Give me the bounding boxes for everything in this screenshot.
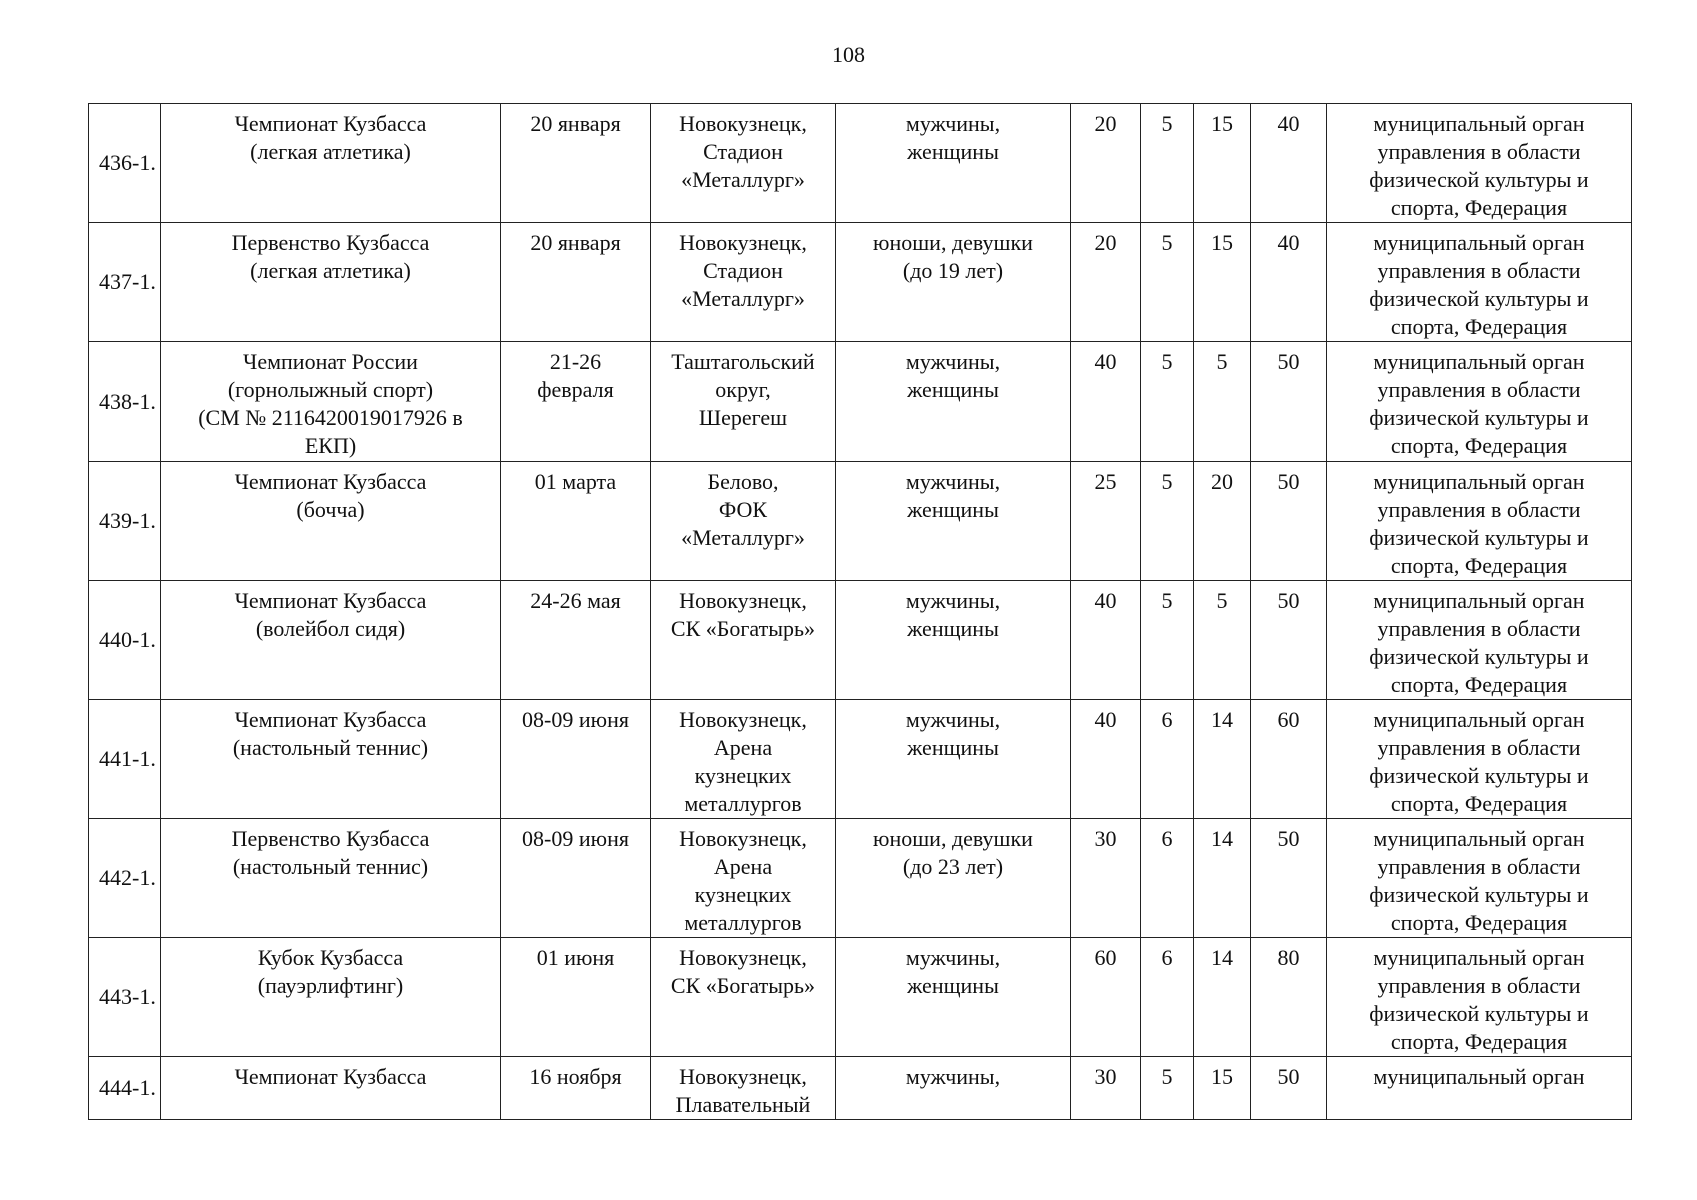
event-place bbox=[651, 819, 836, 938]
event-organizer-line: физической культуры и bbox=[1369, 286, 1589, 311]
table-row bbox=[89, 1057, 1632, 1120]
event-organizer-line: управления в области bbox=[1377, 377, 1581, 402]
event-name-line: Чемпионат Кузбасса bbox=[234, 111, 427, 136]
count-col-1: 30 bbox=[1071, 819, 1141, 938]
event-participants-line: женщины bbox=[907, 377, 999, 402]
event-name-line: (СМ № 2116420019017926 в bbox=[198, 405, 463, 430]
event-participants-line: юноши, девушки bbox=[873, 826, 1033, 851]
event-date-line: 21-26 bbox=[549, 349, 602, 374]
count-col-1: 20 bbox=[1071, 223, 1141, 342]
event-date-line: 20 января bbox=[530, 111, 621, 136]
event-organizer bbox=[1327, 938, 1632, 1057]
count-col-4: 50 bbox=[1251, 819, 1327, 938]
event-organizer-line: физической культуры и bbox=[1369, 525, 1589, 550]
event-place-line: «Металлург» bbox=[681, 286, 805, 311]
event-place-line: «Металлург» bbox=[681, 525, 805, 550]
event-organizer-line: управления в области bbox=[1377, 973, 1581, 998]
table-row bbox=[89, 223, 1632, 342]
event-name-line: (пауэрлифтинг) bbox=[257, 973, 404, 998]
count-col-2: 5 bbox=[1141, 462, 1194, 581]
event-name bbox=[161, 700, 501, 819]
row-number: 440-1. bbox=[89, 581, 161, 700]
event-organizer-line: физической культуры и bbox=[1369, 644, 1589, 669]
event-name-line: (настольный теннис) bbox=[232, 735, 429, 760]
event-place bbox=[651, 938, 836, 1057]
event-place-line: Плавательный bbox=[675, 1092, 811, 1117]
event-organizer-line: муниципальный орган bbox=[1373, 826, 1585, 851]
event-place bbox=[651, 462, 836, 581]
event-participants bbox=[836, 462, 1071, 581]
event-date bbox=[501, 819, 651, 938]
event-place-line: кузнецких bbox=[694, 882, 792, 907]
event-participants-line: женщины bbox=[907, 735, 999, 760]
event-organizer-line: управления в области bbox=[1377, 735, 1581, 760]
count-col-3: 14 bbox=[1194, 819, 1251, 938]
event-participants bbox=[836, 938, 1071, 1057]
event-place-line: металлургов bbox=[684, 791, 802, 816]
event-name bbox=[161, 938, 501, 1057]
event-name-line: Чемпионат Кузбасса bbox=[234, 588, 427, 613]
count-col-2: 6 bbox=[1141, 938, 1194, 1057]
event-place bbox=[651, 342, 836, 462]
event-date bbox=[501, 104, 651, 223]
event-organizer-line: управления в области bbox=[1377, 139, 1581, 164]
event-date bbox=[501, 700, 651, 819]
row-number: 439-1. bbox=[89, 462, 161, 581]
table-row bbox=[89, 104, 1632, 223]
event-participants bbox=[836, 581, 1071, 700]
event-organizer-line: физической культуры и bbox=[1369, 405, 1589, 430]
row-number: 444-1. bbox=[89, 1057, 161, 1120]
event-organizer-line: управления в области bbox=[1377, 616, 1581, 641]
table-row bbox=[89, 700, 1632, 819]
event-participants bbox=[836, 1057, 1071, 1120]
count-col-2: 5 bbox=[1141, 581, 1194, 700]
table-row bbox=[89, 938, 1632, 1057]
row-number: 436-1. bbox=[89, 104, 161, 223]
event-name-line: Первенство Кузбасса bbox=[231, 230, 430, 255]
count-col-3: 5 bbox=[1194, 581, 1251, 700]
event-name-line: Первенство Кузбасса bbox=[231, 826, 430, 851]
count-col-2: 5 bbox=[1141, 342, 1194, 462]
count-col-4: 50 bbox=[1251, 342, 1327, 462]
event-date bbox=[501, 223, 651, 342]
event-organizer-line: спорта, Федерация bbox=[1390, 1029, 1568, 1054]
event-organizer-line: спорта, Федерация bbox=[1390, 553, 1568, 578]
count-col-3: 14 bbox=[1194, 938, 1251, 1057]
event-place-line: Шерегеш bbox=[698, 405, 788, 430]
count-col-3: 14 bbox=[1194, 700, 1251, 819]
event-participants-line: мужчины, bbox=[905, 1064, 1001, 1089]
count-col-2: 5 bbox=[1141, 104, 1194, 223]
events-table bbox=[88, 103, 1632, 1120]
count-col-4: 80 bbox=[1251, 938, 1327, 1057]
event-name bbox=[161, 104, 501, 223]
count-col-1: 40 bbox=[1071, 342, 1141, 462]
event-organizer bbox=[1327, 700, 1632, 819]
event-organizer-line: муниципальный орган bbox=[1373, 349, 1585, 374]
event-name bbox=[161, 342, 501, 462]
count-col-1: 60 bbox=[1071, 938, 1141, 1057]
event-participants-line: (до 23 лет) bbox=[902, 854, 1004, 879]
count-col-3: 15 bbox=[1194, 104, 1251, 223]
count-col-4: 50 bbox=[1251, 462, 1327, 581]
event-participants bbox=[836, 819, 1071, 938]
event-name-line: Чемпионат Кузбасса bbox=[234, 469, 427, 494]
event-name-line: ЕКП) bbox=[304, 433, 357, 458]
event-date bbox=[501, 342, 651, 462]
event-name bbox=[161, 462, 501, 581]
count-col-3: 20 bbox=[1194, 462, 1251, 581]
event-date-line: 01 июня bbox=[536, 945, 615, 970]
event-organizer-line: физической культуры и bbox=[1369, 167, 1589, 192]
event-place-line: Новокузнецк, bbox=[679, 945, 807, 970]
event-participants-line: мужчины, bbox=[905, 469, 1001, 494]
event-organizer-line: физической культуры и bbox=[1369, 763, 1589, 788]
count-col-3: 5 bbox=[1194, 342, 1251, 462]
count-col-4: 40 bbox=[1251, 104, 1327, 223]
event-place bbox=[651, 1057, 836, 1120]
event-name-line: (бочча) bbox=[296, 497, 365, 522]
event-participants-line: женщины bbox=[907, 973, 999, 998]
event-name-line: (легкая атлетика) bbox=[250, 139, 411, 164]
event-place-line: Новокузнецк, bbox=[679, 826, 807, 851]
count-col-4: 60 bbox=[1251, 700, 1327, 819]
event-place-line: округ, bbox=[715, 377, 771, 402]
table-row bbox=[89, 462, 1632, 581]
event-organizer bbox=[1327, 819, 1632, 938]
event-place-line: Новокузнецк, bbox=[679, 1064, 807, 1089]
event-organizer-line: физической культуры и bbox=[1369, 1001, 1589, 1026]
event-participants-line: мужчины, bbox=[905, 588, 1001, 613]
event-place-line: ФОК bbox=[718, 497, 768, 522]
event-participants-line: юноши, девушки bbox=[873, 230, 1033, 255]
event-place bbox=[651, 581, 836, 700]
event-name-line: (горнолыжный спорт) bbox=[227, 377, 434, 402]
event-place-line: Стадион bbox=[703, 258, 783, 283]
row-number: 443-1. bbox=[89, 938, 161, 1057]
event-organizer-line: спорта, Федерация bbox=[1390, 910, 1568, 935]
event-place-line: Арена bbox=[713, 735, 773, 760]
page-number: 108 bbox=[832, 42, 865, 67]
event-place-line: Стадион bbox=[703, 139, 783, 164]
event-organizer-line: спорта, Федерация bbox=[1390, 433, 1568, 458]
row-number: 441-1. bbox=[89, 700, 161, 819]
event-name-line: Кубок Кузбасса bbox=[257, 945, 404, 970]
row-number: 438-1. bbox=[89, 342, 161, 462]
event-participants bbox=[836, 104, 1071, 223]
event-organizer-line: муниципальный орган bbox=[1373, 230, 1585, 255]
count-col-1: 40 bbox=[1071, 581, 1141, 700]
event-organizer bbox=[1327, 223, 1632, 342]
event-name bbox=[161, 223, 501, 342]
event-organizer-line: муниципальный орган bbox=[1373, 469, 1585, 494]
event-name-line: (легкая атлетика) bbox=[250, 258, 411, 283]
count-col-2: 6 bbox=[1141, 819, 1194, 938]
event-place-line: «Металлург» bbox=[681, 167, 805, 192]
event-name bbox=[161, 581, 501, 700]
event-place-line: Новокузнецк, bbox=[679, 588, 807, 613]
count-col-4: 40 bbox=[1251, 223, 1327, 342]
event-organizer-line: муниципальный орган bbox=[1373, 945, 1585, 970]
count-col-2: 6 bbox=[1141, 700, 1194, 819]
event-organizer-line: муниципальный орган bbox=[1373, 111, 1585, 136]
count-col-1: 20 bbox=[1071, 104, 1141, 223]
event-place-line: металлургов bbox=[684, 910, 802, 935]
event-place-line: Новокузнецк, bbox=[679, 230, 807, 255]
event-participants-line: мужчины, bbox=[905, 945, 1001, 970]
event-organizer-line: спорта, Федерация bbox=[1390, 314, 1568, 339]
event-participants-line: женщины bbox=[907, 497, 999, 522]
event-organizer-line: муниципальный орган bbox=[1373, 1064, 1585, 1089]
event-organizer-line: спорта, Федерация bbox=[1390, 672, 1568, 697]
event-organizer bbox=[1327, 1057, 1632, 1120]
event-organizer bbox=[1327, 462, 1632, 581]
event-place bbox=[651, 700, 836, 819]
event-date bbox=[501, 1057, 651, 1120]
event-place-line: Новокузнецк, bbox=[679, 707, 807, 732]
event-organizer-line: муниципальный орган bbox=[1373, 588, 1585, 613]
event-place-line: СК «Богатырь» bbox=[670, 973, 816, 998]
event-participants bbox=[836, 342, 1071, 462]
count-col-3: 15 bbox=[1194, 223, 1251, 342]
event-name-line: Чемпионат России bbox=[243, 349, 418, 374]
table-row bbox=[89, 342, 1632, 462]
event-organizer-line: управления в области bbox=[1377, 497, 1581, 522]
event-organizer bbox=[1327, 581, 1632, 700]
event-participants-line: мужчины, bbox=[905, 707, 1001, 732]
event-participants bbox=[836, 223, 1071, 342]
event-place-line: Таштагольский bbox=[671, 349, 815, 374]
event-date bbox=[501, 938, 651, 1057]
count-col-1: 30 bbox=[1071, 1057, 1141, 1120]
event-participants-line: (до 19 лет) bbox=[902, 258, 1004, 283]
event-place bbox=[651, 223, 836, 342]
event-organizer-line: спорта, Федерация bbox=[1390, 195, 1568, 220]
event-date-line: 20 января bbox=[530, 230, 621, 255]
count-col-1: 40 bbox=[1071, 700, 1141, 819]
event-organizer bbox=[1327, 104, 1632, 223]
event-organizer bbox=[1327, 342, 1632, 462]
event-organizer-line: физической культуры и bbox=[1369, 882, 1589, 907]
event-place-line: Белово, bbox=[707, 469, 779, 494]
event-organizer-line: спорта, Федерация bbox=[1390, 791, 1568, 816]
event-name-line: Чемпионат Кузбасса bbox=[234, 707, 427, 732]
event-participants-line: мужчины, bbox=[905, 111, 1001, 136]
count-col-2: 5 bbox=[1141, 223, 1194, 342]
event-name bbox=[161, 819, 501, 938]
count-col-1: 25 bbox=[1071, 462, 1141, 581]
count-col-2: 5 bbox=[1141, 1057, 1194, 1120]
event-name-line: (настольный теннис) bbox=[232, 854, 429, 879]
event-participants-line: мужчины, bbox=[905, 349, 1001, 374]
event-place-line: Новокузнецк, bbox=[679, 111, 807, 136]
event-participants-line: женщины bbox=[907, 616, 999, 641]
table-row bbox=[89, 819, 1632, 938]
event-organizer-line: управления в области bbox=[1377, 258, 1581, 283]
event-participants-line: женщины bbox=[907, 139, 999, 164]
event-date-line: февраля bbox=[537, 377, 614, 402]
event-place-line: Арена bbox=[713, 854, 773, 879]
event-date-line: 01 марта bbox=[534, 469, 617, 494]
event-name-line: (волейбол сидя) bbox=[255, 616, 406, 641]
count-col-3: 15 bbox=[1194, 1057, 1251, 1120]
table-row bbox=[89, 581, 1632, 700]
row-number: 437-1. bbox=[89, 223, 161, 342]
event-organizer-line: муниципальный орган bbox=[1373, 707, 1585, 732]
event-place bbox=[651, 104, 836, 223]
event-place-line: СК «Богатырь» bbox=[670, 616, 816, 641]
event-place-line: кузнецких bbox=[694, 763, 792, 788]
event-date-line: 08-09 июня bbox=[522, 826, 629, 851]
event-date bbox=[501, 581, 651, 700]
event-date bbox=[501, 462, 651, 581]
event-participants bbox=[836, 700, 1071, 819]
row-number: 442-1. bbox=[89, 819, 161, 938]
event-date-line: 24-26 мая bbox=[530, 588, 621, 613]
count-col-4: 50 bbox=[1251, 581, 1327, 700]
event-date-line: 08-09 июня bbox=[522, 707, 629, 732]
event-name bbox=[161, 1057, 501, 1120]
event-name-line: Чемпионат Кузбасса bbox=[234, 1064, 427, 1089]
event-organizer-line: управления в области bbox=[1377, 854, 1581, 879]
event-date-line: 16 ноября bbox=[529, 1064, 622, 1089]
count-col-4: 50 bbox=[1251, 1057, 1327, 1120]
